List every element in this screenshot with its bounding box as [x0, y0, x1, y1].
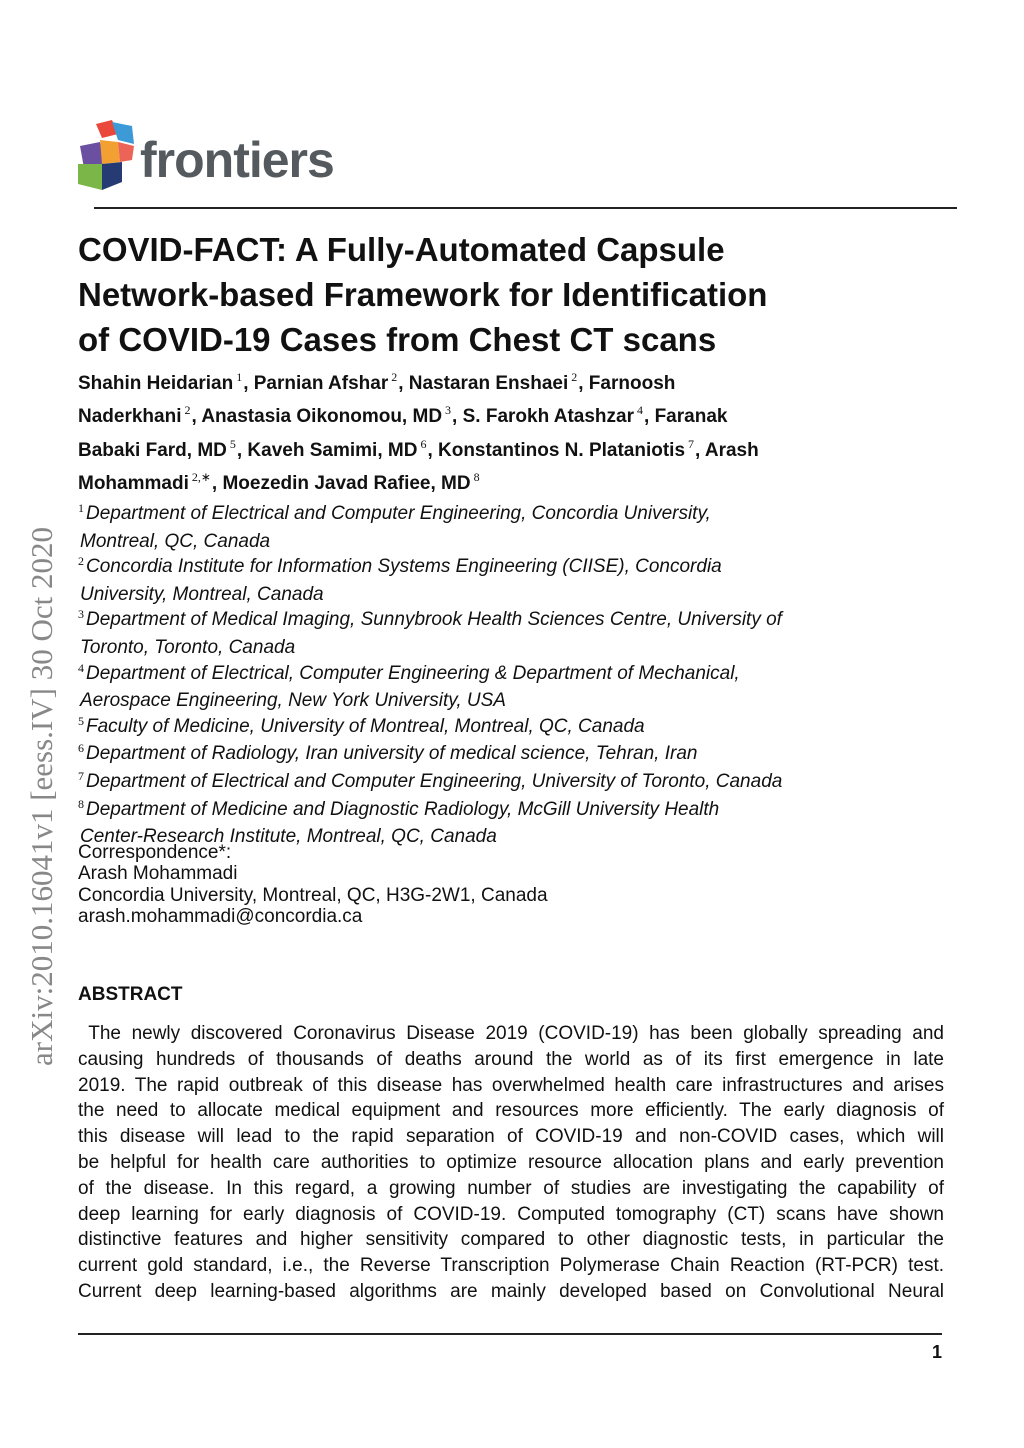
- author-line: [78, 401, 878, 434]
- author-name: , Konstantinos N. Plataniotis: [427, 439, 686, 461]
- journal-logo: [78, 120, 338, 195]
- abstract-heading: ABSTRACT: [78, 984, 183, 1005]
- title-line: of COVID-19 Cases from Chest CT scans: [78, 321, 717, 358]
- affiliation: [78, 607, 938, 635]
- title-line: COVID-FACT: A Fully-Automated Capsule: [78, 231, 725, 268]
- abstract-line: 2019. The rapid outbreak of this disease has overwhelmed health care infrastructures and arises: [78, 1074, 944, 1096]
- author-name: Shahin Heidarian: [78, 373, 234, 394]
- author-name: , Anastasia Oikonomou, MD: [191, 406, 443, 428]
- author-line: [78, 468, 878, 501]
- affiliation-text: Department of Radiology, Iran university of medical science, Tehran, Iran: [86, 743, 698, 765]
- affiliation-marker: 2: [391, 370, 398, 384]
- journal-name: frontiers: [140, 132, 334, 188]
- page-number: 1: [931, 1342, 942, 1362]
- correspondence-block: [78, 842, 548, 928]
- abstract-line: of the disease. In this regard, a growing number of studies are investigating the capability of: [78, 1177, 944, 1199]
- affiliation-number: 3: [78, 607, 84, 622]
- affiliation-text: Department of Medical Imaging, Sunnybrook Health Sciences Centre, University of: [86, 609, 782, 631]
- affiliation: [78, 554, 938, 582]
- author-line: [78, 435, 878, 468]
- arxiv-stamp: arXiv:2010.16041v1 [eess.IV] 30 Oct 2020: [24, 527, 59, 1066]
- author-line: [78, 368, 878, 401]
- affiliation-marker: 2: [571, 370, 578, 384]
- abstract-line: the need to allocate medical equipment and resources more efficiently. The early diagnosis of: [78, 1100, 944, 1122]
- author-name: Naderkhani: [78, 406, 182, 428]
- affiliation-number: 4: [78, 660, 84, 675]
- affiliation: [78, 714, 938, 742]
- correspondence-label: Correspondence*:: [78, 842, 232, 863]
- correspondence-address: Concordia University, Montreal, QC, H3G-2W1, Canada: [78, 884, 548, 906]
- affiliation: [78, 501, 938, 529]
- affiliation-number: 2: [78, 554, 84, 569]
- paper-title: [78, 227, 838, 362]
- affiliation-text: Department of Electrical and Computer Engineering, Concordia University,: [86, 503, 711, 524]
- header-rule: [94, 207, 957, 209]
- affiliation-continued: Aerospace Engineering, New York University, USA: [80, 690, 506, 712]
- affiliation-continued: Center-Research Institute, Montreal, QC, Canada: [80, 826, 497, 848]
- author-name: Babaki Fard, MD: [78, 439, 227, 461]
- author-name: , Parnian Afshar: [243, 373, 389, 394]
- affiliation-continued: Montreal, QC, Canada: [80, 530, 271, 552]
- correspondence-email[interactable]: arash.mohammadi@concordia.ca: [78, 906, 363, 928]
- affiliation: [78, 797, 938, 825]
- author-name: , Faranak: [644, 406, 728, 428]
- abstract-line: be helpful for health care authorities to optimize resource allocation plans and early prevention: [78, 1151, 944, 1173]
- affiliation-marker: 5: [229, 436, 236, 451]
- affiliation-number: 7: [78, 768, 84, 783]
- author-name: , Kaveh Samimi, MD: [236, 439, 418, 461]
- affiliation-text: Department of Electrical, Computer Engineering & Department of Mechanical,: [86, 662, 740, 684]
- correspondence-name: Arash Mohammadi: [78, 863, 238, 885]
- title-line: Network-based Framework for Identification: [78, 276, 768, 313]
- affiliation-text: Department of Electrical and Computer Engineering, University of Toronto, Canada: [86, 770, 783, 792]
- affiliation-marker: 3: [445, 403, 452, 418]
- abstract-line: Current deep learning-based algorithms are mainly developed based on Convolutional Neural: [78, 1280, 944, 1302]
- affiliation-text: Department of Medicine and Diagnostic Radiology, McGill University Health: [86, 798, 720, 820]
- affiliation-number: 8: [78, 796, 84, 811]
- affiliation: [78, 661, 938, 689]
- author-name: Mohammadi: [78, 473, 189, 495]
- affiliation-marker: 8: [473, 470, 480, 485]
- affiliation-text: Faculty of Medicine, University of Montreal, Montreal, QC, Canada: [86, 715, 645, 737]
- frontiers-cube-icon: [78, 120, 138, 192]
- abstract-line: distinctive features and higher sensitivity compared to other diagnostic tests, in particular the: [78, 1229, 944, 1251]
- affiliation-continued: University, Montreal, Canada: [80, 583, 324, 605]
- affiliation-number: 6: [78, 741, 84, 756]
- affiliation-list: [78, 501, 938, 850]
- affiliation-number: 1: [78, 501, 84, 515]
- affiliation: [78, 741, 938, 769]
- abstract-body: [78, 1021, 944, 1305]
- author-name: , Farnoosh: [578, 373, 676, 394]
- footer-rule: [78, 1333, 942, 1335]
- author-name: , Arash: [695, 439, 759, 461]
- affiliation-continued: Toronto, Toronto, Canada: [80, 636, 296, 658]
- abstract-line: this disease will lead to the rapid separation of COVID-19 and non-COVID cases, which will: [78, 1126, 944, 1148]
- affiliation-marker: 2,∗: [191, 470, 211, 485]
- abstract-line: current gold standard, i.e., the Reverse Transcription Polymerase Chain Reaction (RT-PCR) test.: [78, 1255, 944, 1277]
- affiliation-marker: 6: [420, 436, 427, 451]
- affiliation: [78, 769, 938, 797]
- affiliation-marker: 7: [688, 436, 695, 451]
- author-name: , Nastaran Enshaei: [398, 373, 569, 394]
- author-name: , S. Farokh Atashzar: [452, 406, 635, 428]
- abstract-line: The newly discovered Coronavirus Disease 2019 (COVID-19) has been globally spreading and: [78, 1023, 944, 1044]
- affiliation-marker: 1: [236, 370, 243, 384]
- affiliation-marker: 2: [184, 403, 191, 418]
- author-name: , Moezedin Javad Rafiee, MD: [211, 473, 471, 495]
- author-list: [78, 368, 878, 502]
- abstract-line: causing hundreds of thousands of deaths around the world as of its first emergence in late: [78, 1048, 944, 1070]
- affiliation-text: Concordia Institute for Information Systems Engineering (CIISE), Concordia: [86, 556, 722, 578]
- abstract-line: deep learning for early diagnosis of COVID-19. Computed tomography (CT) scans have shown: [78, 1203, 944, 1225]
- affiliation-marker: 4: [637, 403, 644, 418]
- affiliation-number: 5: [78, 713, 84, 728]
